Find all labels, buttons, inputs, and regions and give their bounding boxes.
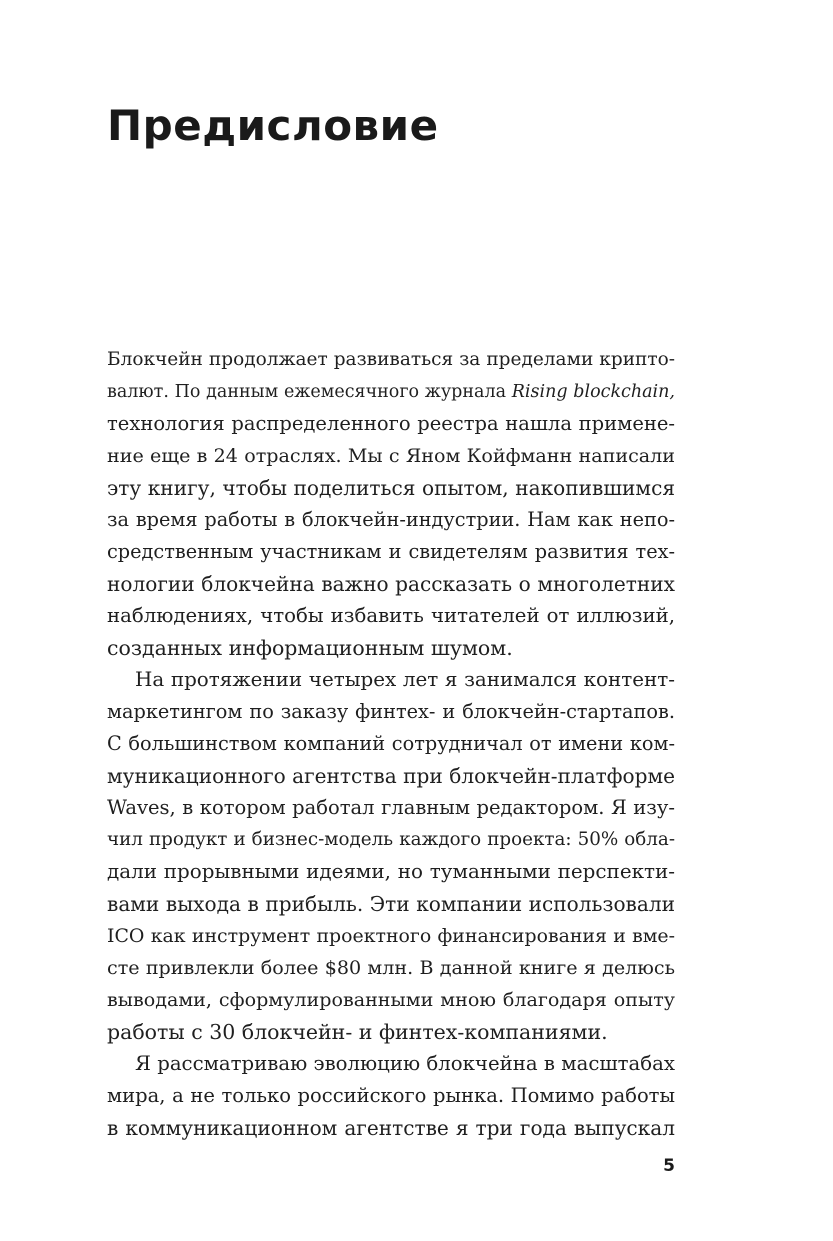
paragraph-1 (107, 344, 675, 664)
journal-title: Rising blockchain, (511, 382, 675, 402)
text-line: за время работы в блокчейн-индустрии. Нам как непо- (107, 508, 675, 531)
text-line: На протяжении четырех лет я занимался контент- (135, 668, 675, 691)
text-line: технология распределенного реестра нашла примене- (107, 412, 675, 435)
text-line: наблюдениях, чтобы избавить читателей от иллюзий, (107, 604, 675, 627)
text-line: ICO как инструмент проектного финансирования и вме- (107, 925, 675, 947)
page-number: 5 (663, 1156, 675, 1176)
text-line: эту книгу, чтобы поделиться опытом, накопившимся (107, 476, 675, 500)
text-line: маркетингом по заказу финтех- и блокчейн-стартапов. (107, 700, 675, 723)
text-line: Я рассматриваю эволюцию блокчейна в масштабах (135, 1052, 675, 1075)
text-line: нологии блокчейна важно рассказать о многолетних (107, 572, 675, 596)
text-line: С большинством компаний сотрудничал от имени ком- (107, 732, 675, 755)
text-line: выводами, сформулированными мною благодаря опыту (107, 988, 675, 1011)
text-line: работы с 30 блокчейн- и финтех-компаниями. (107, 1020, 608, 1044)
text-line-start: валют. По данным ежемесячного журнала (107, 382, 512, 402)
text-line: Waves, в котором работал главным редактором. Я изу- (107, 796, 675, 819)
paragraph-3 (107, 1048, 675, 1144)
text-line: сте привлекли более $80 млн. В данной книге я делюсь (107, 956, 675, 979)
text-line: в коммуникационном агентстве я три года выпускал (107, 1116, 675, 1140)
text-line (107, 376, 675, 408)
text-line: муникационного агентства при блокчейн-платформе (107, 764, 675, 788)
text-line: вами выхода в прибыль. Эти компании использовали (107, 892, 675, 916)
text-line: средственным участникам и свидетелям развития тех- (107, 540, 675, 563)
paragraph-2 (107, 664, 675, 1048)
body-text (107, 344, 675, 1144)
text-line: ние еще в 24 отраслях. Мы с Яном Койфманн написали (107, 444, 675, 467)
text-line: Блокчейн продолжает развиваться за пределами крипто- (107, 349, 675, 370)
text-line: мира, а не только российского рынка. Помимо работы (107, 1084, 675, 1107)
chapter-title: Предисловие (107, 101, 439, 150)
text-line: дали прорывными идеями, но туманными перспекти- (107, 860, 675, 883)
text-line: созданных информационным шумом. (107, 636, 513, 660)
text-line: чил продукт и бизнес-модель каждого проекта: 50% обла- (107, 829, 675, 850)
